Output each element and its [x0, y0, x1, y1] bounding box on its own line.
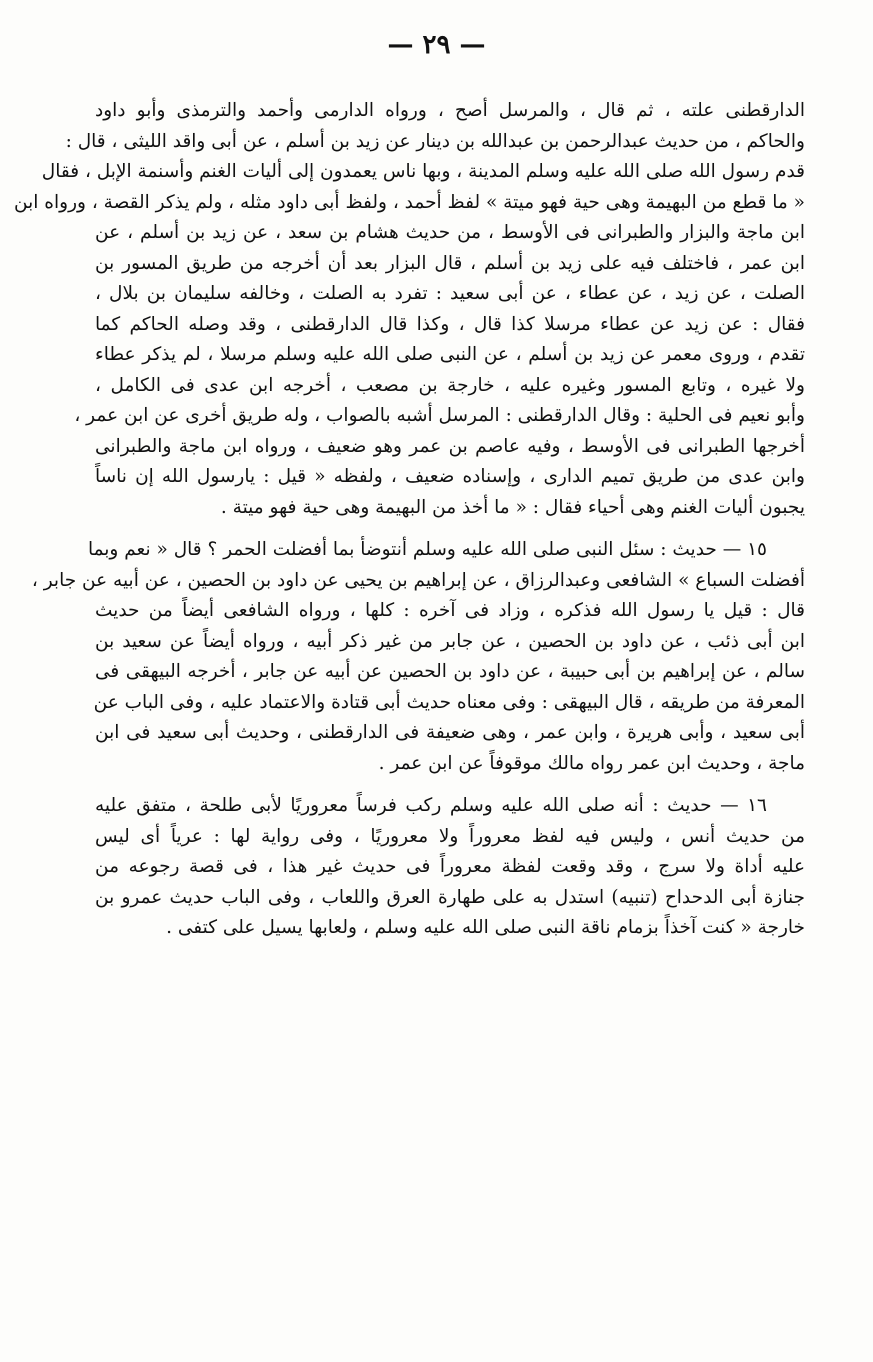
text-line: المعرفة من طريقه ، قال البيهقى : وفى معناه حديث أبى قتادة والاعتماد عليه ، وفى الباب عن: [93, 691, 805, 713]
text-line: جنازة أبى الدحداح (تنبيه) استدل به على طهارة العرق واللعاب ، وفى الباب حديث عمرو بن: [95, 886, 805, 908]
text-line: قدم رسول الله صلى الله عليه وسلم المدينة ، وبها ناس يعمدون إلى أليات الغنم وأسنمة الإبل ، فقال: [41, 161, 805, 182]
text-line: سالم ، عن إبراهيم بن أبى حبيبة ، عن داود بن الحصين عن أبيه عن جابر ، أخرجه البيهقى فى: [95, 661, 805, 682]
text-line: فقال : عن زيد عن عطاء مرسلا كذا قال ، وكذا قال الدارقطنى ، وقد وصله الحاكم كما: [95, 313, 805, 335]
paragraph: [95, 791, 805, 944]
paragraph: [31, 535, 805, 779]
paragraph: [14, 96, 805, 523]
text-line: قال : قيل يا رسول الله فذكره ، وزاد فى آخره : كلها ، ورواه الشافعى أيضاً من حديث: [95, 600, 805, 621]
text-line: الصلت ، عن زيد ، عن عطاء ، عن أبى سعيد : تفرد به الصلت ، وخالفه سليمان بن بلال ،: [95, 283, 805, 304]
text-line: ١٦ — حديث : أنه صلى الله عليه وسلم ركب فرساً معروريًا لأبى طلحة ، متفق عليه: [95, 795, 767, 816]
text-line: ابن عمر ، فاختلف فيه على زيد بن أسلم ، قال البزار بعد أن أخرجه من طريق المسور بن: [95, 252, 805, 274]
text-line: خارجة « كنت آخذاً بزمام ناقة النبى صلى الله عليه وسلم ، ولعابها يسيل على كتفى .: [166, 917, 805, 938]
text-line: يجبون أليات الغنم وهى أحياء فقال : « ما أخذ من البهيمة وهى حية فهو ميتة .: [220, 496, 805, 518]
text-line: تقدم ، وروى معمر عن زيد بن أسلم ، عن النبى صلى الله عليه وسلم مرسلا ، لم يذكر عطاء: [95, 344, 805, 365]
text-line: عليه أداة ولا سرج ، وقد وقعت لفظة معروراً فى حديث غير هذا ، فى قصة رجوعه من: [95, 856, 805, 877]
text-line: أفضلت السباع » الشافعى وعبدالرزاق ، عن إبراهيم بن يحيى عن داود بن الحصين ، عن أبيه عن جابر ،: [31, 569, 805, 591]
body-text: [14, 96, 805, 944]
text-line: ١٥ — حديث : سئل النبى صلى الله عليه وسلم أنتوضأ بما أفضلت الحمر ؟ قال « نعم وبما: [87, 539, 767, 560]
text-line: أخرجها الطبرانى فى الأوسط ، وفيه عاصم بن عمر وهو ضعيف ، ورواه ابن ماجة والطبرانى: [95, 435, 805, 457]
text-line: « ما قطع من البهيمة وهى حية فهو ميتة » لفظ أحمد ، ولفظ أبى داود مثله ، ولم يذكر القصة ، ورواه ابن: [14, 191, 805, 213]
text-line: وابن عدى من طريق تميم الدارى ، وإسناده ضعيف ، ولفظه « قيل : يارسول الله إن ناساً: [95, 466, 805, 487]
text-line: ماجة ، وحديث ابن عمر رواه مالك موقوفاً عن ابن عمر .: [378, 752, 805, 774]
page-number: — ٢٩ —: [387, 30, 486, 60]
text-line: ابن ماجة والبزار والطبرانى فى الأوسط ، من حديث هشام بن سعد ، عن زيد بن أسلم ، عن: [95, 222, 805, 243]
text-line: ولا غيره ، وتابع المسور وغيره عليه ، خارجة بن مصعب ، أخرجه ابن عدى فى الكامل ،: [95, 374, 805, 396]
text-line: والحاكم ، من حديث عبدالرحمن بن عبدالله بن دينار عن زيد بن أسلم ، عن أبى واقد الليثى ، قال :: [65, 130, 805, 152]
text-line: ابن أبى ذئب ، عن داود بن الحصين ، عن جابر من غير ذكر أبيه ، ورواه أيضاً عن سعيد بن: [95, 630, 805, 652]
text-line: الدارقطنى علته ، ثم قال ، والمرسل أصح ، ورواه الدارمى وأحمد والترمذى وأبو داود: [95, 100, 805, 121]
text-line: وأبو نعيم فى الحلية : وقال الدارقطنى : المرسل أشبه بالصواب ، وله طريق أخرى عن ابن عمر ،: [74, 405, 805, 426]
text-line: من حديث أنس ، وليس فيه لفظ معروراً ولا معروريًا ، وفى رواية لها : عرياً أى ليس: [95, 825, 805, 847]
text-line: أبى سعيد ، وأبى هريرة ، وابن عمر ، وهى ضعيفة فى الدارقطنى ، وحديث أبى سعيد فى ابن: [95, 722, 805, 743]
